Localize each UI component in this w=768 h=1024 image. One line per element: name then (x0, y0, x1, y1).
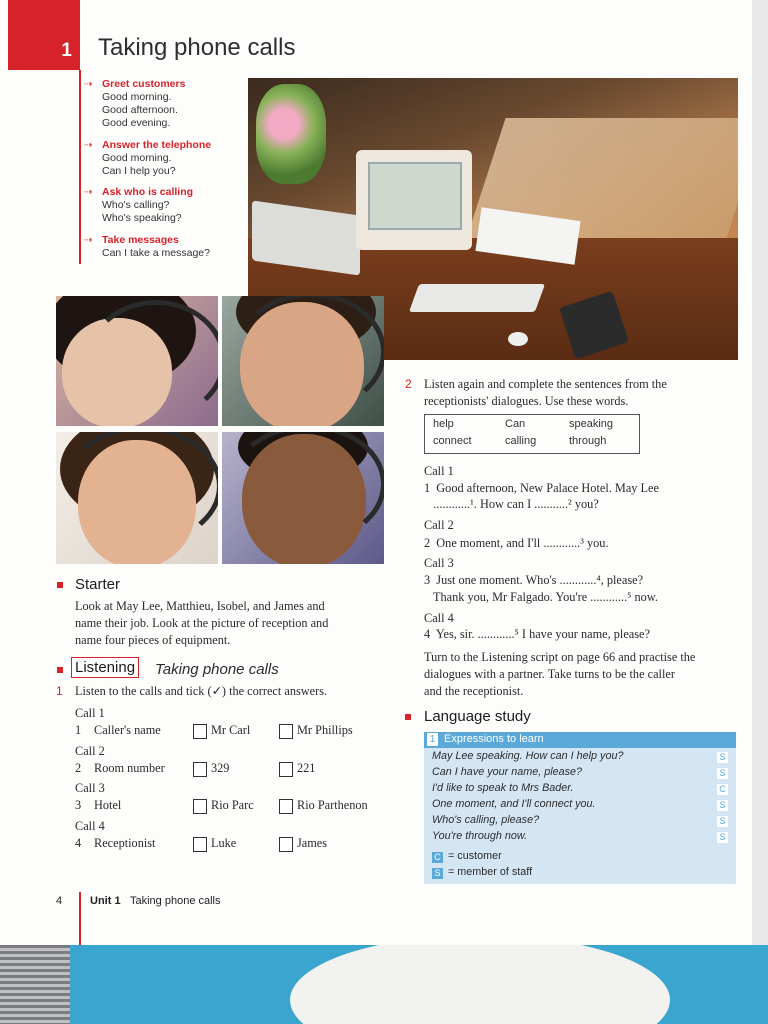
objective-heading: Greet customers (102, 78, 186, 90)
word: speaking (569, 418, 614, 430)
speaker-tag: S (717, 800, 728, 811)
question-number: 2 (75, 761, 82, 775)
question-text: Hotel (94, 798, 122, 812)
objective-line: Good evening. (102, 117, 171, 129)
word: Can (505, 418, 526, 430)
objective-heading: Take messages (102, 234, 179, 246)
dialogue-line: 3 Just one moment. Who's ............⁴, please? (424, 573, 644, 587)
dialogue-line: 1 Good afternoon, New Palace Hotel. May Lee (424, 481, 659, 495)
unit-number: 1 (61, 40, 72, 61)
speaker-tag: S (717, 752, 728, 763)
key-tag: C (432, 852, 443, 863)
option-label: 329 (211, 761, 230, 775)
option-label: 221 (297, 761, 316, 775)
expression: You're through now. (432, 830, 528, 842)
answer-checkbox[interactable] (193, 762, 207, 777)
expression: One moment, and I'll connect you. (432, 798, 596, 810)
unit-number-box (8, 0, 80, 70)
answer-checkbox[interactable] (279, 724, 293, 739)
question-number: 3 (75, 798, 82, 812)
call-label: Call 4 (75, 819, 105, 833)
answer-checkbox[interactable] (279, 837, 293, 852)
listening-subtitle: Taking phone calls (155, 661, 279, 678)
objective-line: Who's calling? (102, 199, 170, 211)
keyboard (409, 284, 545, 312)
computer-monitor (356, 150, 472, 250)
arrow-circle-icon: ⇢ (84, 140, 93, 151)
call-label: Call 2 (424, 518, 454, 532)
box-number: 1 (427, 733, 438, 746)
red-square-bullet (57, 582, 63, 588)
word: through (569, 435, 607, 447)
option-label: James (297, 836, 328, 850)
key-meaning: = customer (448, 850, 502, 862)
mouse (508, 332, 528, 346)
flowers (256, 84, 326, 184)
starter-text: Look at May Lee, Matthieu, Isobel, and James and name their job. Look at the picture of reception and name four pieces of equipment. (75, 599, 329, 647)
exercise-instruction: Listen to the calls and tick (✓) the correct answers. (75, 684, 328, 698)
answer-checkbox[interactable] (193, 724, 207, 739)
call-label: Call 1 (424, 464, 454, 478)
word: connect (433, 435, 472, 447)
expressions-header (424, 732, 736, 748)
expression: I'd like to speak to Mrs Bader. (432, 782, 574, 794)
arrow-circle-icon: ⇢ (84, 79, 93, 90)
objective-line: Good afternoon. (102, 104, 178, 116)
word: calling (505, 435, 537, 447)
call-label: Call 1 (75, 706, 105, 720)
key-meaning: = member of staff (448, 866, 533, 878)
photo-james (222, 432, 384, 564)
objective-line: Can I help you? (102, 165, 176, 177)
answer-checkbox[interactable] (279, 762, 293, 777)
option-label: Luke (211, 836, 237, 850)
footer-divider (79, 892, 81, 945)
box-title: Expressions to learn (444, 733, 544, 745)
speaker-tag: S (717, 816, 728, 827)
exercise2-instruction: Listen again and complete the sentences from the receptionists' dialogues. Use these words. (424, 377, 667, 408)
starter-heading: Starter (75, 576, 121, 593)
footer-unit-label: Unit 1 (90, 895, 121, 907)
call-label: Call 3 (424, 556, 454, 570)
objective-heading: Answer the telephone (102, 139, 212, 151)
option-label: Rio Parthenon (297, 798, 368, 812)
call-label: Call 4 (424, 611, 454, 625)
question-text: Caller's name (94, 723, 161, 737)
call-label: Call 2 (75, 744, 105, 758)
word-bank (424, 414, 640, 454)
dialogue-line: 2 One moment, and I'll ............³ you. (424, 536, 609, 550)
objective-line: Good morning. (102, 91, 172, 103)
answer-checkbox[interactable] (279, 799, 293, 814)
objective-line: Can I take a message? (102, 247, 210, 259)
key-tag: S (432, 868, 443, 879)
listening-heading: Listening (71, 657, 139, 678)
option-label: Rio Parc (211, 798, 254, 812)
arrow-circle-icon: ⇢ (84, 235, 93, 246)
expression: May Lee speaking. How can I help you? (432, 750, 624, 762)
page-title: Taking phone calls (98, 34, 296, 61)
word: help (433, 418, 454, 430)
expressions-box (424, 732, 736, 884)
objective-line: Who's speaking? (102, 212, 182, 224)
call-label: Call 3 (75, 781, 105, 795)
answer-checkbox[interactable] (193, 799, 207, 814)
objective-heading: Ask who is calling (102, 186, 194, 198)
speaker-tag: S (717, 768, 728, 779)
question-number: 1 (75, 723, 82, 737)
dialogue-line: Thank you, Mr Falgado. You're ............⁵ now. (424, 590, 658, 604)
dialogue-line: ............¹. How can I ...........² you? (424, 497, 599, 511)
red-square-bullet (57, 667, 63, 673)
footer-unit-title: Taking phone calls (130, 895, 221, 907)
option-label: Mr Carl (211, 723, 251, 737)
exercise-number: 1 (56, 684, 63, 698)
page-edge-background (0, 945, 768, 1024)
speaker-tag: C (717, 784, 728, 795)
speaker-tag: S (717, 832, 728, 843)
question-text: Room number (94, 761, 165, 775)
photo-may-lee (56, 296, 218, 426)
expression: Can I have your name, please? (432, 766, 583, 778)
photo-matthieu (222, 296, 384, 426)
answer-checkbox[interactable] (193, 837, 207, 852)
photo-isobel (56, 432, 218, 564)
red-square-bullet (405, 714, 411, 720)
question-text: Receptionist (94, 836, 156, 850)
page-number: 4 (56, 895, 63, 907)
dialogue-line: 4 Yes, sir. ............⁵ I have your name, please? (424, 627, 650, 641)
option-label: Mr Phillips (297, 723, 353, 737)
language-study-heading: Language study (424, 708, 531, 725)
expression: Who's calling, please? (432, 814, 540, 826)
exercise-number: 2 (405, 377, 412, 391)
follow-up-text: Turn to the Listening script on page 66 and practise the dialogues with a partner. Take turns to be the caller and the receptionist. (424, 650, 696, 698)
objective-line: Good morning. (102, 152, 172, 164)
arrow-circle-icon: ⇢ (84, 187, 93, 198)
objectives-divider (79, 70, 81, 264)
question-number: 4 (75, 836, 82, 850)
